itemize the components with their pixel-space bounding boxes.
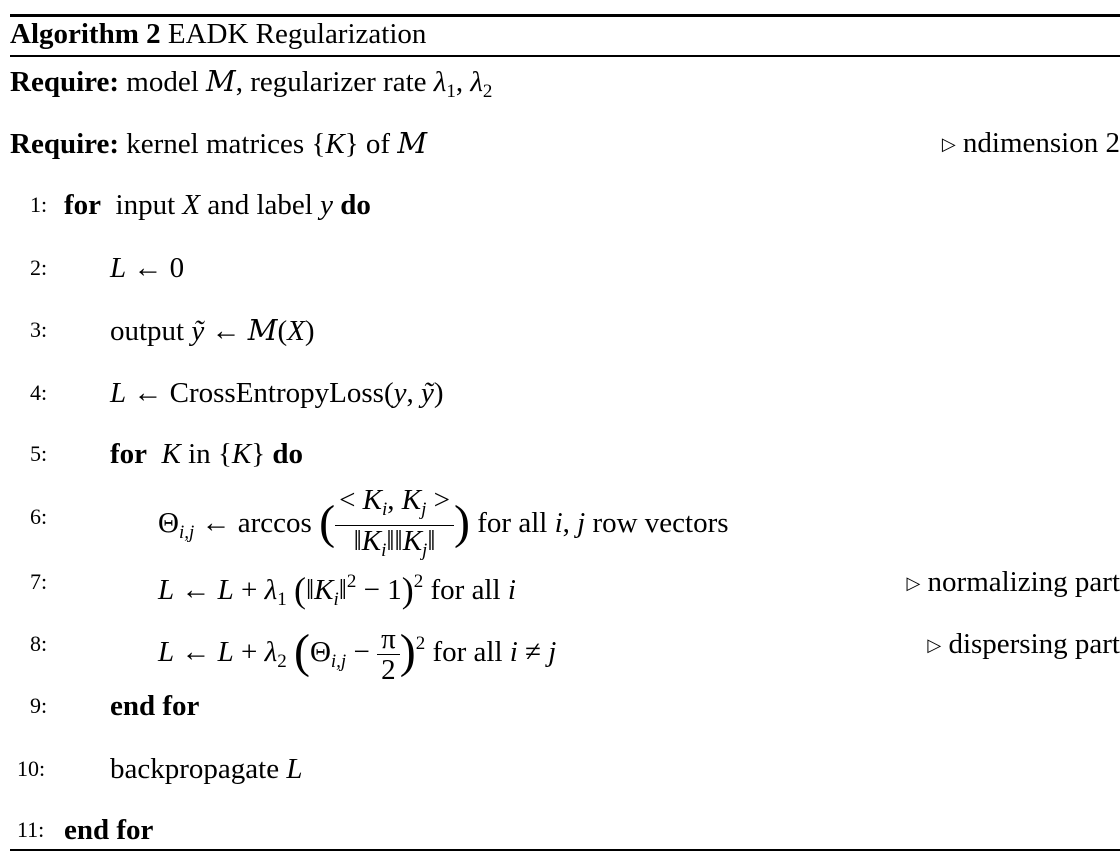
line-number: 9: bbox=[30, 693, 48, 718]
require-line-2: Require: kernel matrices {K} of M ▷ ndimension 2 bbox=[10, 126, 1120, 160]
algo-line-6: $\Theta_{i,j}$ ← arccos ( $\frac{< K_i, K_j >}{‖K_i‖‖K_j‖}$ ) for all i, j row vectors bbox=[158, 485, 1120, 566]
comment-normalizing: ▷ normalizing part bbox=[906, 566, 1120, 598]
line-number: 2: bbox=[30, 255, 48, 280]
comment-triangle-icon: ▷ bbox=[906, 573, 921, 593]
model-symbol: M bbox=[206, 64, 236, 98]
algo-line-5: for K in {K} do bbox=[110, 438, 304, 470]
line-number: 4: bbox=[30, 380, 48, 405]
algo-line-4: L ← CrossEntropyLoss(y, ỹ) bbox=[110, 377, 444, 409]
algo-line-11: end for bbox=[64, 814, 154, 846]
require-of: of bbox=[365, 128, 391, 160]
algo-line-2: L ← 0 bbox=[110, 252, 185, 284]
algo-line-9: end for bbox=[110, 690, 200, 722]
require-keyword: Require: bbox=[10, 66, 120, 98]
line-number: 3: bbox=[30, 317, 48, 342]
comment-ndimension: ▷ ndimension 2 bbox=[941, 127, 1120, 159]
require-line-1: Require: model M, regularizer rate $\lambda_1$, $\lambda_2$ bbox=[10, 64, 493, 102]
pi-half-fraction: $\frac{\pi}{2}$ bbox=[377, 624, 400, 685]
algorithm-title: EADK Regularization bbox=[167, 18, 427, 50]
algo-line-8: L ← $L + \lambda_2$ ($\Theta_{i,j}$ − $\frac{\pi}{2}$ )$^2$ for all i ≠ j ▷ dispersing part bbox=[158, 612, 1120, 694]
require-rate-text: , regularizer rate bbox=[235, 66, 427, 98]
require-text: model bbox=[126, 66, 199, 98]
line-number: 11: bbox=[17, 817, 45, 842]
algo-line-10: backpropagate L bbox=[110, 753, 303, 785]
algo-line-3: output ỹ ← M(X) bbox=[110, 313, 315, 347]
comment-dispersing: ▷ dispersing part bbox=[927, 628, 1120, 660]
line-number: 8: bbox=[30, 631, 48, 656]
line-number: 5: bbox=[30, 441, 48, 466]
require-text: kernel matrices bbox=[126, 128, 305, 160]
require-keyword: Require: bbox=[10, 128, 120, 160]
line-number: 1: bbox=[30, 192, 48, 217]
algorithm-label: Algorithm 2 bbox=[10, 18, 161, 50]
line-number: 7: bbox=[30, 569, 48, 594]
line-number: 10: bbox=[17, 756, 46, 781]
comment-triangle-icon: ▷ bbox=[941, 134, 956, 154]
comment-triangle-icon: ▷ bbox=[927, 635, 942, 655]
line-number: 6: bbox=[30, 504, 48, 529]
header-rule bbox=[10, 55, 1120, 57]
algo-line-1: for input X and label y do bbox=[64, 189, 371, 221]
model-symbol: M bbox=[397, 126, 428, 160]
algo-line-7: L ← $L + \lambda_1$ $(‖K_i‖^2 - 1)^2$ for all i ▷ normalizing part bbox=[158, 566, 1120, 610]
bottom-rule bbox=[10, 849, 1120, 851]
angle-fraction: $\frac{< K_i, K_j >}{‖K_i‖‖K_j‖}$ bbox=[335, 485, 454, 566]
algorithm-header bbox=[10, 17, 1120, 51]
